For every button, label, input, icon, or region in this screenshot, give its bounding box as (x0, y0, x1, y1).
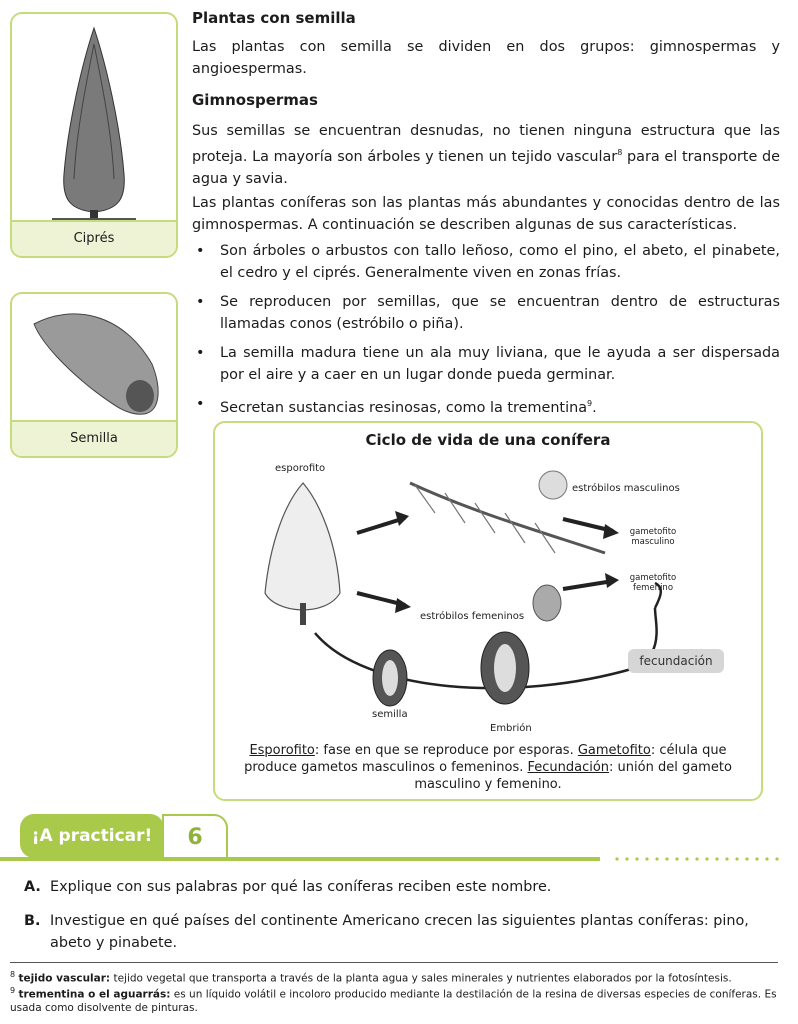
characteristics-list (192, 240, 780, 426)
label-estrobilos-femeninos: estróbilos femeninos (420, 611, 525, 622)
label-esporofito: esporofito (275, 463, 326, 474)
footnote-9: $^9$ trementina o el aguarrás: es un líquido volátil e incoloro producido mediante la destilación de la resina de diversas especies de coníferas. Es usada como disolvente de pinturas. (10, 986, 777, 1014)
practice-dots (612, 857, 782, 861)
footnote-8: $^8$ tejido vascular: tejido vegetal que transporta a través de la planta agua y sales minerales y nutrientes elaborados por la fotosíntesis. (10, 970, 732, 985)
cypress-illustration (12, 14, 176, 224)
diagram-caption: Esporofito: fase en que se reproduce por esporas. Gametofito: célula que produce gametos masculinos o femeninos. Fecundación: unión del gameto masculino y femenino. (244, 743, 732, 792)
footnote-rule (10, 962, 778, 963)
label-gametofito-masculino: gametofito masculino (629, 527, 677, 547)
label-gametofito-femenino: gametofito femenino (629, 573, 677, 593)
life-cycle-diagram (213, 421, 763, 801)
practice-divider (0, 857, 600, 861)
gymnosperm-heading: Gimnospermas (192, 91, 318, 109)
gymnosperm-paragraph: Sus semillas se encuentran desnudas, no tienen ninguna estructura que las proteja. La mayoría son árboles y tienen un tejido vascular$^8$ para el transporte de agua y savia. (192, 123, 780, 187)
label-fecundacion: fecundación (628, 649, 724, 673)
diagram-title: Ciclo de vida de una conífera (365, 431, 611, 449)
footnote-ref-9: 9 (587, 399, 593, 408)
cypress-caption: Ciprés (12, 220, 176, 256)
label-embrion: Embrión (490, 723, 532, 734)
footnote-ref-8: 8 (617, 148, 623, 157)
seed-illustration (12, 294, 176, 424)
list-item: • Secretan sustancias resinosas, como la trementina$^9$. (192, 393, 780, 419)
label-estrobilos-masculinos: estróbilos masculinos (572, 483, 680, 494)
intro-paragraph: Las plantas con semilla se dividen en dos grupos: gimnospermas y angioespermas. (192, 39, 780, 77)
seed-card (10, 292, 178, 458)
section-heading: Plantas con semilla (192, 9, 356, 27)
list-item: • Son árboles o arbustos con tallo leñoso, como el pino, el abeto, el pinabete, el cedro y el ciprés. Generalmente viven en zonas frías. (192, 240, 780, 284)
cypress-card (10, 12, 178, 258)
seed-caption: Semilla (12, 420, 176, 456)
label-semilla: semilla (372, 709, 408, 720)
conifer-paragraph: Las plantas coníferas son las plantas más abundantes y conocidas dentro de las gimnospermas. A continuación se describen algunas de sus características. (192, 195, 780, 233)
practice-title: ¡A practicar! (20, 814, 164, 858)
list-item: • La semilla madura tiene un ala muy liviana, que le ayuda a ser dispersada por el aire y a caer en un lugar donde pueda germinar. (192, 342, 780, 386)
question-b: B. Investigue en qué países del continente Americano crecen las siguientes plantas coníferas: pino, abeto y pinabete. (24, 913, 749, 951)
list-item: • Se reproducen por semillas, que se encuentran dentro de estructuras llamadas conos (estróbilo o piña). (192, 291, 780, 335)
question-a: A. Explique con sus palabras por qué las coníferas reciben este nombre. (24, 879, 552, 895)
practice-number: 6 (162, 814, 228, 858)
